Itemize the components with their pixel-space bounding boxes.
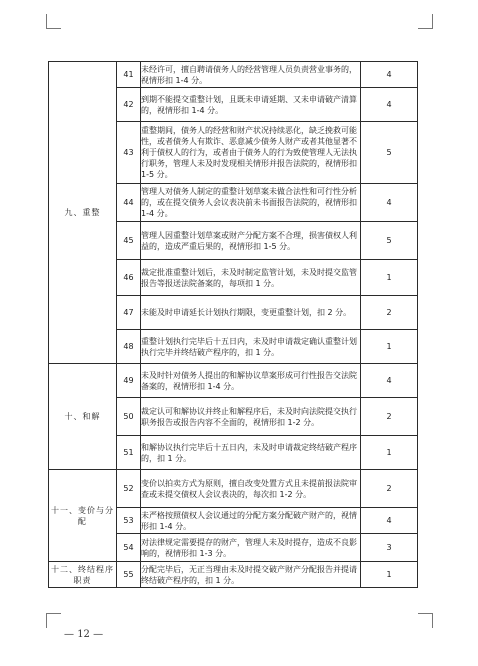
item-number: 43	[117, 122, 141, 184]
item-number: 49	[117, 364, 141, 398]
item-score: 5	[361, 122, 418, 184]
item-description: 未能及时申请延长计划执行期限，变更重整计划，扣 2 分。	[141, 296, 361, 330]
item-description: 分配完毕后，无正当理由未及时提交破产财产分配报告并提请终结破产程序的，扣 1 分。	[141, 562, 361, 588]
item-description: 管理人因重整计划草案或财产分配方案不合理，损害债权人利益的，造成严重后果的，视情形扣 1-5 分。	[141, 222, 361, 260]
item-score: 3	[361, 534, 418, 562]
item-number: 51	[117, 436, 141, 470]
item-number: 54	[117, 534, 141, 562]
item-number: 55	[117, 562, 141, 588]
item-description: 和解协议执行完毕后十五日内，未及时申请裁定终结破产程序的，扣 1 分。	[141, 436, 361, 470]
crop-mark-top-left	[46, 14, 61, 29]
item-number: 50	[117, 398, 141, 436]
crop-mark-top-right	[418, 14, 433, 29]
item-number: 46	[117, 260, 141, 296]
item-number: 45	[117, 222, 141, 260]
item-score: 1	[361, 330, 418, 364]
category-cell: 九、重整	[49, 62, 117, 364]
item-number: 48	[117, 330, 141, 364]
item-number: 44	[117, 184, 141, 222]
item-number: 53	[117, 508, 141, 534]
item-description: 未严格按照债权人会议通过的分配方案分配破产财产的，视情形扣 1-4 分。	[141, 508, 361, 534]
item-number: 41	[117, 62, 141, 88]
item-number: 42	[117, 88, 141, 122]
item-description: 对法律规定需要提存的财产，管理人未及时提存，造成不良影响的，视情形扣 1-3 分。	[141, 534, 361, 562]
item-description: 管理人对债务人制定的重整计划草案未做合法性和可行性分析的，或在提交债务人会议表决前未书面报告法院的，视情形扣 1-4 分。	[141, 184, 361, 222]
item-score: 4	[361, 364, 418, 398]
item-description: 裁定批准重整计划后，未及时制定监管计划，未及时提交监管报告等报送法院备案的，每项扣 1 分。	[141, 260, 361, 296]
category-cell: 十一、变价与分配	[49, 470, 117, 562]
item-score: 4	[361, 62, 418, 88]
category-cell: 十二、终结程序职责	[49, 562, 117, 588]
item-number: 52	[117, 470, 141, 508]
item-score: 5	[361, 222, 418, 260]
item-score: 1	[361, 436, 418, 470]
item-score: 2	[361, 470, 418, 508]
item-score: 4	[361, 508, 418, 534]
crop-mark-bottom-right	[418, 613, 433, 628]
page-number-value: 12	[77, 629, 90, 640]
item-description: 重整期间，债务人的经营和财产状况持续恶化，缺乏挽救可能性，或者债务人有欺诈、恶意减少债务人财产或者其他显著不利于债权人的行为，或者由于债务人的行为致使管理人无法执行职务，管理人未及时发现相关情形并报告法院的，视情形扣 1-5 分。	[141, 122, 361, 184]
item-description: 未及时针对债务人提出的和解协议草案形成可行性报告交法院备案的，视情形扣 1-4 分。	[141, 364, 361, 398]
category-cell: 十、和解	[49, 364, 117, 470]
evaluation-table	[48, 61, 418, 588]
item-score: 1	[361, 562, 418, 588]
item-description: 到期不能提交重整计划，且既未申请延期、又未申请破产清算的，视情形扣 1-4 分。	[141, 88, 361, 122]
item-description: 重整计划执行完毕后十五日内，未及时申请裁定确认重整计划执行完毕并终结破产程序的，扣 1 分。	[141, 330, 361, 364]
table-row	[49, 62, 418, 88]
item-description: 裁定认可和解协议并终止和解程序后，未及时向法院提交执行职务报告或报告内容不全面的，视情形扣 1-2 分。	[141, 398, 361, 436]
item-number: 47	[117, 296, 141, 330]
item-score: 4	[361, 88, 418, 122]
item-score: 2	[361, 296, 418, 330]
item-description: 变价以拍卖方式为原则，擅自改变处置方式且未提前报法院审查或未提交债权人会议表决的，每次扣 1-2 分。	[141, 470, 361, 508]
item-score: 2	[361, 398, 418, 436]
item-score: 1	[361, 260, 418, 296]
item-description: 未经许可，擅自聘请债务人的经营管理人员负责营业事务的，视情形扣 1-4 分。	[141, 62, 361, 88]
table-row	[49, 562, 418, 588]
crop-mark-bottom-left	[46, 613, 61, 628]
page-number: — 12 —	[64, 629, 104, 640]
table-row	[49, 364, 418, 398]
table-row	[49, 470, 418, 508]
item-score: 4	[361, 184, 418, 222]
